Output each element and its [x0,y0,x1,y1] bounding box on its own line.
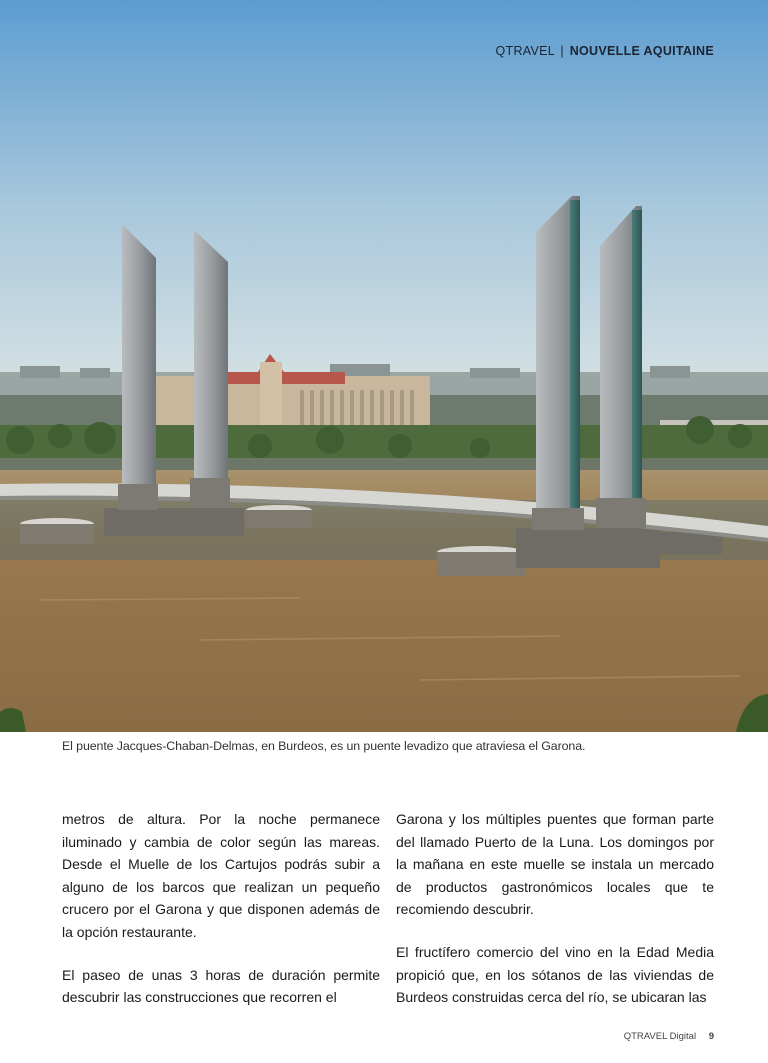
paragraph: El paseo de unas 3 horas de duración permite descubrir las construcciones que recorren el [62,966,380,1006]
text-column-right [396,808,714,1009]
footer-publication: QTRAVEL Digital [623,1031,697,1042]
header-separator: | [560,44,564,58]
paragraph: El fructífero comercio del vino en la Edad Media propició que, en los sótanos de las viviendas de Burdeos construidas cerca del río, se ubicaran las [396,943,714,1006]
page-footer [624,1031,714,1042]
photo-caption: El puente Jacques-Chaban-Delmas, en Burdeos, es un puente levadizo que atraviesa el Garona. [62,739,586,753]
paragraph: metros de altura. Por la noche permanece iluminado y cambia de color según las mareas. Desde el Muelle de los Cartujos podrás subir a alguno de los barcos que realizan un pequeño crucero por el Garona y que disponen además de la opción restaurante. [62,811,380,940]
header-region: NOUVELLE AQUITAINE [569,44,714,58]
header-brand: QTRAVEL [495,44,555,58]
magazine-header [496,44,714,58]
text-column-left [62,808,380,1009]
page-number: 9 [708,1031,714,1042]
paragraph: Garona y los múltiples puentes que forman parte del llamado Puerto de la Luna. Los domingos por la mañana en este muelle se instala un mercado de productos gastronómicos locales que te recomiendo descubrir. [396,811,714,918]
